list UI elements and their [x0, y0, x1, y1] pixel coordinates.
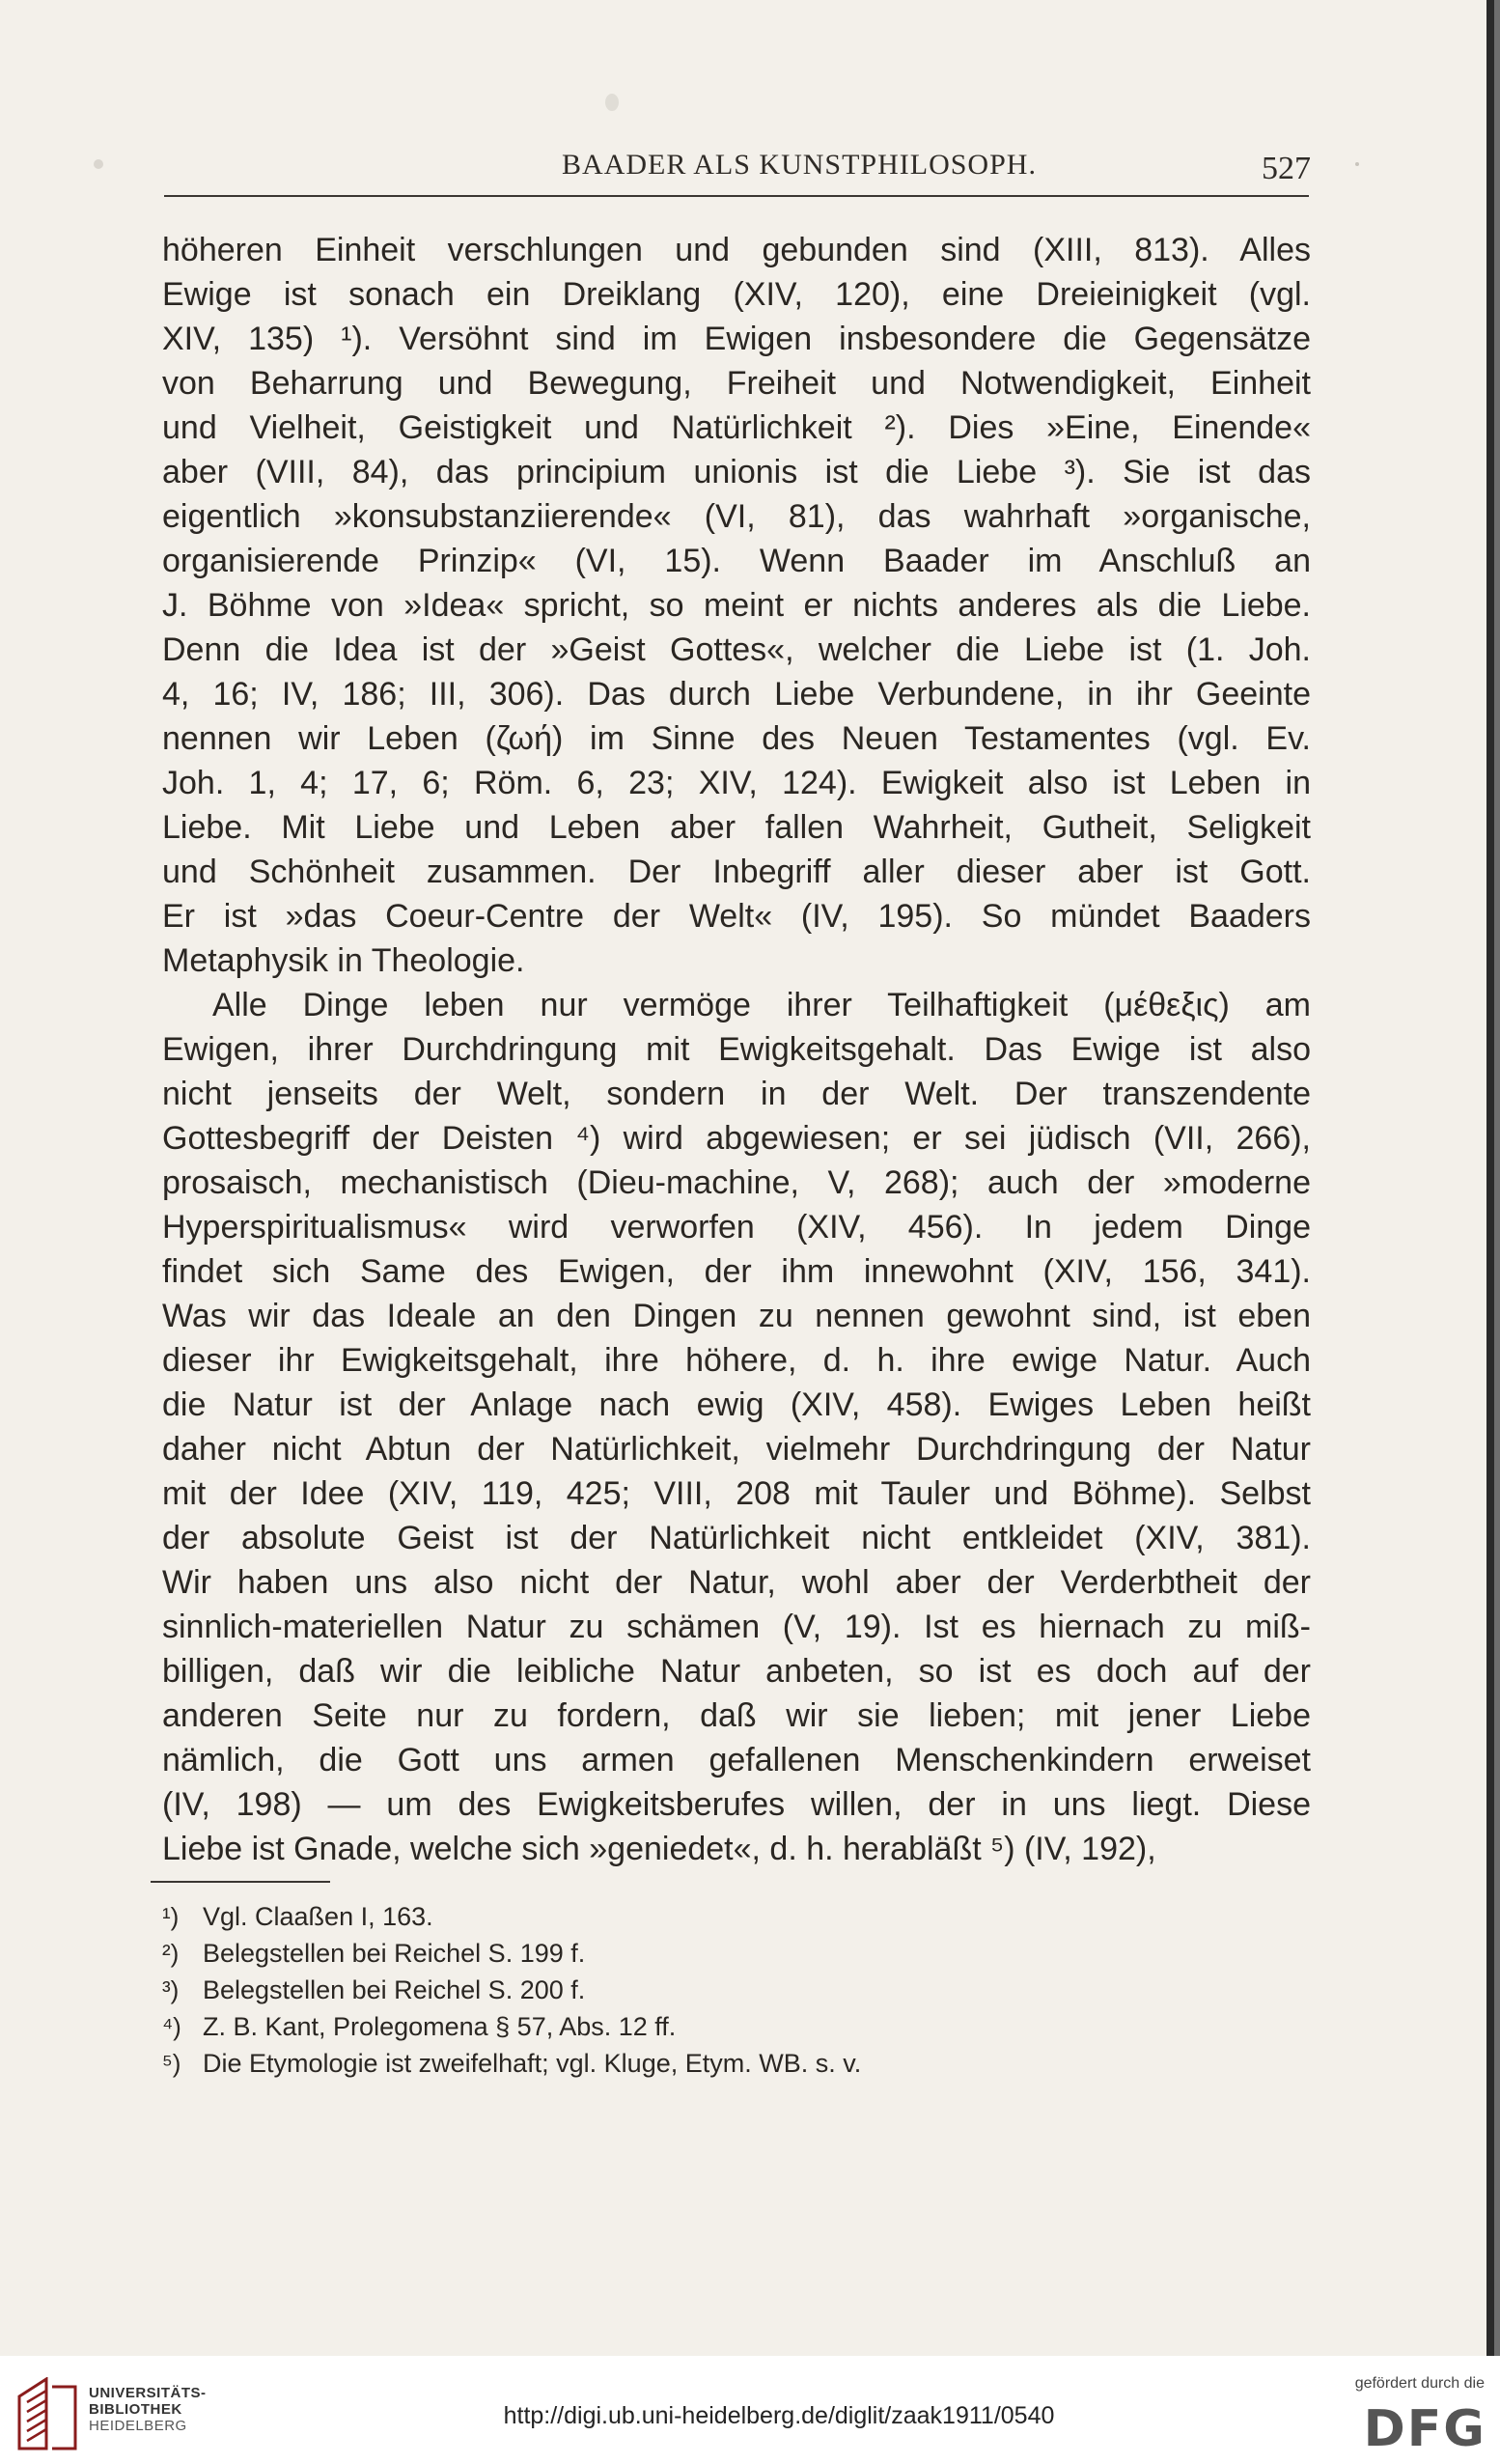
footnote-rule: [151, 1881, 330, 1883]
text-line: Denn die Idea ist der »Geist Gottes«, welcher die Liebe ist (1. Joh.: [162, 631, 1311, 668]
text-line: findet sich Same des Ewigen, der ihm innewohnt (XIV, 156, 341).: [162, 1253, 1311, 1290]
text-line: 4, 16; IV, 186; III, 306). Das durch Liebe Verbundene, in ihr Geeinte: [162, 676, 1311, 713]
text-line: Joh. 1, 4; 17, 6; Röm. 6, 23; XIV, 124). Ewigkeit also ist Leben in: [162, 765, 1311, 801]
text-line: anderen Seite nur zu fordern, daß wir sie lieben; mit jener Liebe: [162, 1697, 1311, 1734]
text-line: Ewigen, ihrer Durchdringung mit Ewigkeitsgehalt. Das Ewige ist also: [162, 1031, 1311, 1068]
text-line: höheren Einheit verschlungen und gebunden sind (XIII, 813). Alles: [162, 232, 1311, 268]
footnote: [162, 1898, 1168, 1935]
text-line: Was wir das Ideale an den Dingen zu nennen gewohnt sind, ist eben: [162, 1298, 1311, 1334]
text-line: J. Böhme von »Idea« spricht, so meint er nichts anderes als die Liebe.: [162, 587, 1311, 624]
text-line: der absolute Geist ist der Natürlichkeit nicht entkleidet (XIV, 381).: [162, 1520, 1311, 1556]
text-line: XIV, 135) ¹). Versöhnt sind im Ewigen insbesondere die Gegensätze: [162, 321, 1311, 357]
text-line: eigentlich »konsubstanziierende« (VI, 81), das wahrhaft »organische,: [162, 498, 1311, 535]
footnote: [162, 1935, 1168, 1972]
page-blemish: [605, 94, 619, 111]
dfg-logo: DFG: [1363, 2400, 1486, 2458]
text-line: Liebe. Mit Liebe und Leben aber fallen Wahrheit, Gutheit, Seligkeit: [162, 809, 1311, 846]
text-line: sinnlich-materiellen Natur zu schämen (V, 19). Ist es hiernach zu miß-: [162, 1609, 1311, 1645]
running-head: [164, 145, 1319, 197]
footnote-text: Belegstellen bei Reichel S. 199 f.: [203, 1939, 586, 1968]
footnote: [162, 1972, 1168, 2008]
text-line: Wir haben uns also nicht der Natur, wohl aber der Verderbtheit der: [162, 1564, 1311, 1601]
source-url-link[interactable]: http://digi.ub.uni-heidelberg.de/diglit/zaak1911/0540: [503, 2402, 1055, 2429]
header-rule: [164, 195, 1309, 197]
text-line: Gottesbegriff der Deisten ⁴) wird abgewiesen; er sei jüdisch (VII, 266),: [162, 1120, 1311, 1157]
text-line: die Natur ist der Anlage nach ewig (XIV, 458). Ewiges Leben heißt: [162, 1386, 1311, 1423]
page-blemish: [1355, 162, 1359, 166]
text-line: und Vielheit, Geistigkeit und Natürlichkeit ²). Dies »Eine, Einende«: [162, 409, 1311, 446]
text-line: Alle Dinge leben nur vermöge ihrer Teilhaftigkeit (μέθεξις) am: [212, 987, 1311, 1023]
text-line: daher nicht Abtun der Natürlichkeit, vielmehr Durchdringung der Natur: [162, 1431, 1311, 1468]
text-line: organisierende Prinzip« (VI, 15). Wenn Baader im Anschluß an: [162, 543, 1311, 579]
footnote: [162, 2008, 1168, 2045]
text-line: prosaisch, mechanistisch (Dieu-machine, V, 268); auch der »moderne: [162, 1164, 1311, 1201]
footnote-mark: ⁵): [162, 2049, 181, 2078]
text-line: (IV, 198) — um des Ewigkeitsberufes willen, der in uns liegt. Diese: [162, 1786, 1311, 1823]
text-line: nämlich, die Gott uns armen gefallenen Menschenkindern erweiset: [162, 1742, 1311, 1778]
running-title: BAADER ALS KUNSTPHILOSOPH.: [562, 149, 1037, 181]
footnote: [162, 2045, 1168, 2082]
footnote-mark: ²): [162, 1939, 180, 1968]
library-name-line3: HEIDELBERG: [89, 2418, 187, 2434]
text-line: Metaphysik in Theologie.: [162, 942, 525, 979]
footnotes: [162, 1898, 1168, 2082]
footnote-mark: ⁴): [162, 2012, 181, 2041]
text-line: mit der Idee (XIV, 119, 425; VIII, 208 mit Tauler und Böhme). Selbst: [162, 1475, 1311, 1512]
library-name-line2: BIBLIOTHEK: [89, 2401, 182, 2418]
text-line: und Schönheit zusammen. Der Inbegriff aller dieser aber ist Gott.: [162, 854, 1311, 890]
footnote-text: Die Etymologie ist zweifelhaft; vgl. Kluge, Etym. WB. s. v.: [203, 2049, 862, 2078]
footnote-mark: ³): [162, 1975, 180, 2004]
text-line: Liebe ist Gnade, welche sich »geniedet«, d. h. herabläßt ⁵) (IV, 192),: [162, 1831, 1156, 1867]
footnote-text: Belegstellen bei Reichel S. 200 f.: [203, 1975, 586, 2004]
text-line: nicht jenseits der Welt, sondern in der Welt. Der transzendente: [162, 1076, 1311, 1112]
text-line: Er ist »das Coeur-Centre der Welt« (IV, 195). So mündet Baaders: [162, 898, 1311, 935]
text-line: Ewige ist sonach ein Dreiklang (XIV, 120), eine Dreieinigkeit (vgl.: [162, 276, 1311, 313]
page-blemish: [94, 159, 103, 169]
page-number: 527: [1262, 151, 1311, 186]
text-line: nennen wir Leben (ζωή) im Sinne des Neuen Testamentes (vgl. Ev.: [162, 720, 1311, 757]
text-line: aber (VIII, 84), das principium unionis ist die Liebe ³). Sie ist das: [162, 454, 1311, 490]
text-line: dieser ihr Ewigkeitsgehalt, ihre höhere, d. h. ihre ewige Natur. Auch: [162, 1342, 1311, 1379]
text-line: Hyperspiritualismus« wird verworfen (XIV, 456). In jedem Dinge: [162, 1209, 1311, 1246]
footnote-mark: ¹): [162, 1902, 180, 1931]
text-line: von Beharrung und Bewegung, Freiheit und Notwendigkeit, Einheit: [162, 365, 1311, 402]
footnote-text: Z. B. Kant, Prolegomena § 57, Abs. 12 ff.: [203, 2012, 677, 2041]
funding-caption: gefördert durch die: [1354, 2375, 1485, 2392]
body-text: [162, 228, 1311, 1871]
footnote-text: Vgl. Claaßen I, 163.: [203, 1902, 433, 1931]
footer-bar: [0, 2356, 1500, 2464]
text-line: billigen, daß wir die leibliche Natur anbeten, so ist es doch auf der: [162, 1653, 1311, 1690]
library-name-line1: UNIVERSITÄTS-: [89, 2385, 207, 2401]
